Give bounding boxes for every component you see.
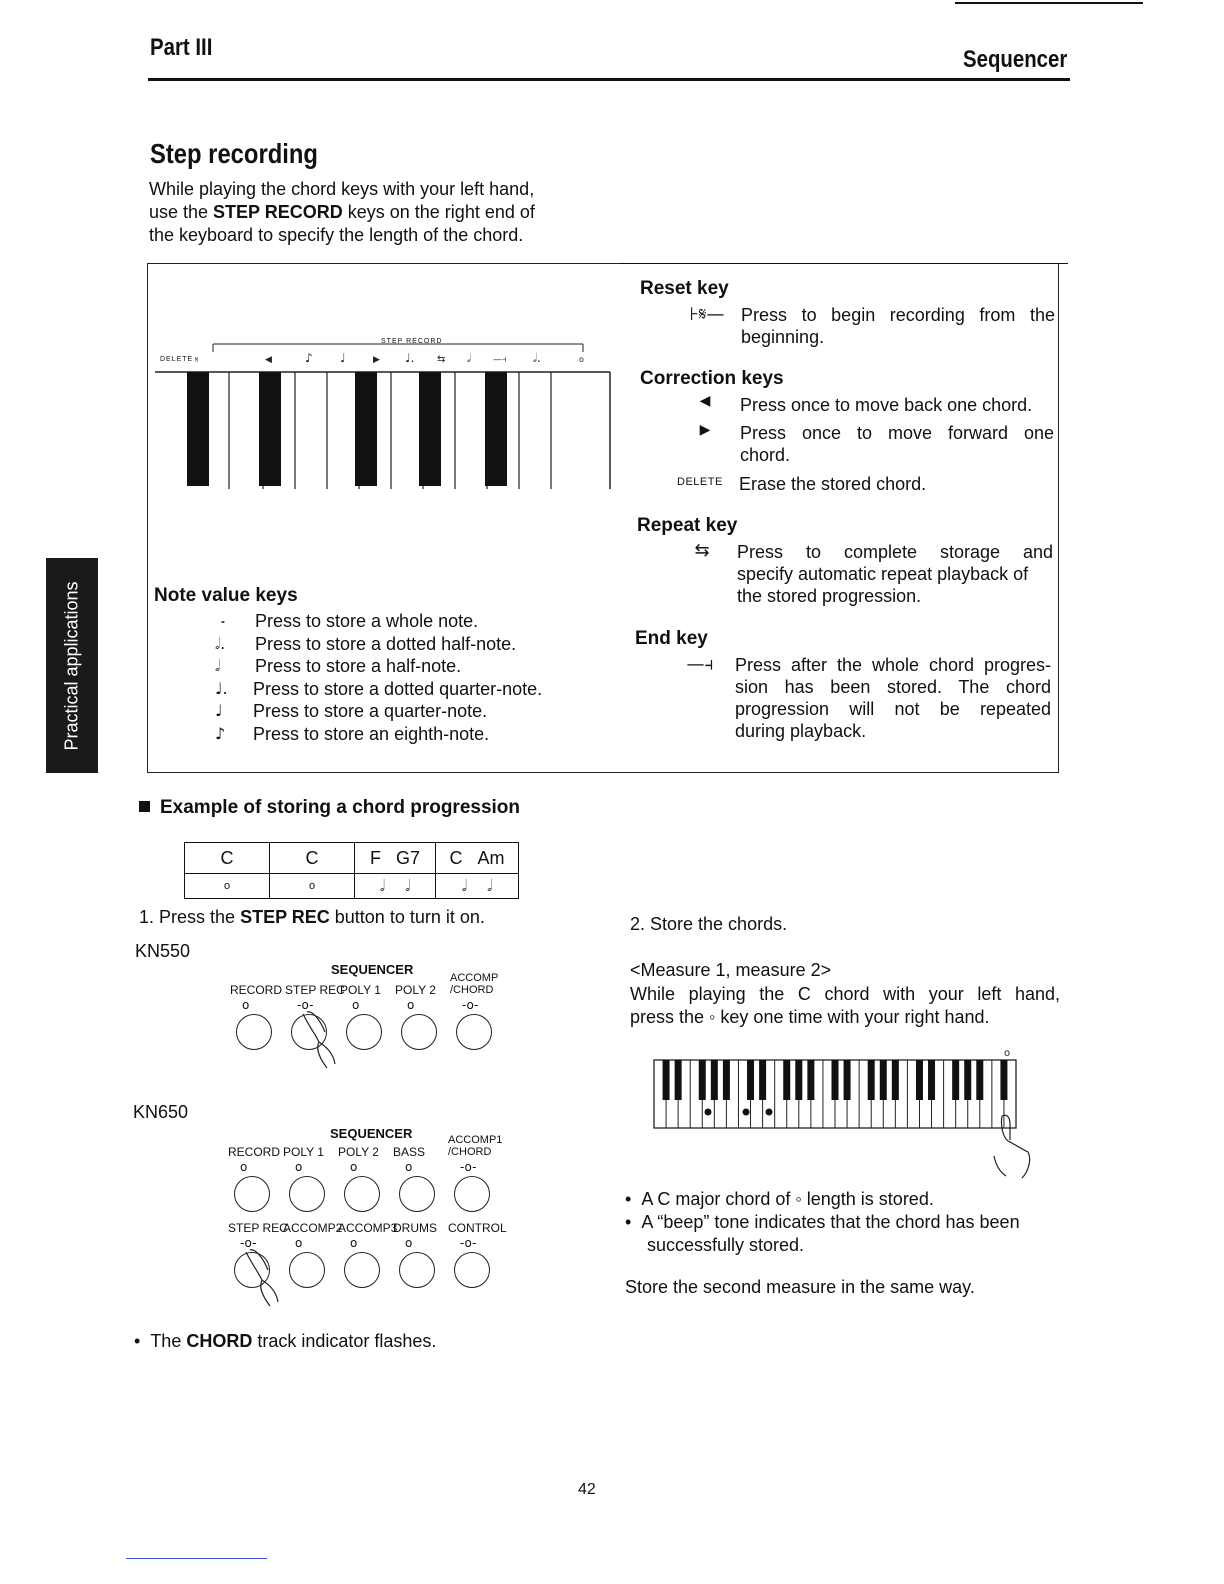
svg-text:𝅗𝅥.: 𝅗𝅥.: [533, 351, 541, 365]
note-value-keys-title: Note value keys: [154, 585, 298, 606]
kn650-sequencer-title: SEQUENCER: [330, 1126, 413, 1141]
panel-button[interactable]: [289, 1252, 325, 1288]
note-value-row: [205, 700, 625, 722]
measure-2-chord: C: [270, 843, 355, 874]
svg-text:▶: ▶: [373, 355, 380, 365]
measure-4-notes: 𝅗𝅥 𝅗𝅥: [436, 874, 519, 899]
step2-instructions: While playing the C chord with your left hand, press the ◦ key one time with your right hand.: [630, 984, 1060, 1027]
led-icon: -o-: [460, 1236, 477, 1250]
page-number: 42: [578, 1481, 596, 1498]
repeat-desc: Press to complete storage and specify automatic repeat playback of the stored progression.: [737, 542, 1053, 606]
kn550-label: KN550: [135, 941, 191, 961]
panel-button-label: DRUMS: [393, 1221, 437, 1235]
kn550-panel: [230, 972, 518, 1076]
panel-button[interactable]: [399, 1252, 435, 1288]
long-keyboard-illustration: [648, 1044, 1040, 1184]
panel-button-label: ACCOMP3: [338, 1221, 398, 1235]
panel-button-label: POLY 1: [283, 1145, 324, 1159]
delete-key-label: DELETE: [677, 476, 723, 488]
panel-button[interactable]: [454, 1176, 490, 1212]
note-value-row: [205, 655, 625, 677]
led-icon: o: [405, 1160, 413, 1174]
panel-button[interactable]: [344, 1252, 380, 1288]
forward-desc: Press once to move forward one chord.: [740, 423, 1054, 465]
measure-3-notes: 𝅗𝅥 𝅗𝅥: [355, 874, 436, 899]
panel-button[interactable]: [399, 1176, 435, 1212]
side-tab: [46, 558, 98, 773]
note-value-desc: Press to store a dotted quarter-note.: [253, 678, 543, 699]
note-value-row: [205, 678, 625, 700]
kn650-label: KN650: [133, 1102, 189, 1122]
chord-progression-table: [184, 842, 519, 899]
eighth-note-icon: ♪: [215, 724, 226, 743]
step1-text: 1. Press the STEP REC button to turn it on.: [139, 907, 485, 927]
svg-text:o: o: [579, 355, 584, 364]
note-value-desc: Press to store a dotted half-note.: [255, 633, 517, 654]
svg-text:♩.: ♩.: [405, 351, 415, 365]
repeat-key-title: Repeat key: [637, 515, 738, 536]
note-row: [185, 874, 519, 899]
header-rule: [148, 78, 1070, 81]
half-note-icon: 𝅗𝅥: [215, 656, 221, 676]
led-icon: o: [350, 1236, 358, 1250]
note-value-row: [205, 633, 625, 655]
panel-button-label: STEP REC: [228, 1221, 288, 1235]
end-key-title: End key: [635, 628, 708, 649]
svg-text:◀: ◀: [265, 355, 272, 365]
panel-button-label: BASS: [393, 1145, 426, 1159]
end-icon: —⫞: [686, 654, 714, 675]
reset-icon: ⊦𝄋—: [689, 304, 725, 325]
panel-button-label: RECORD: [230, 983, 283, 997]
panel-button-label: CONTROL: [448, 1221, 507, 1235]
panel-button[interactable]: [234, 1176, 270, 1212]
panel-button-label: ACCOMP1 /CHORD: [448, 1134, 503, 1158]
top-right-rule: [955, 2, 1143, 4]
step-record-label: STEP RECORD: [381, 338, 443, 345]
step2-measure: <Measure 1, measure 2>: [630, 960, 832, 980]
dotted-half-note-icon: 𝅗𝅥.: [215, 633, 226, 653]
note-value-desc: Press to store a half-note.: [255, 656, 462, 677]
reset-key-title: Reset key: [640, 278, 729, 299]
panel-button-label: POLY 2: [395, 983, 436, 997]
dotted-quarter-note-icon: ♩.: [215, 678, 228, 698]
led-icon: o: [295, 1236, 303, 1250]
panel-button[interactable]: [289, 1176, 325, 1212]
panel-button-label: POLY 2: [338, 1145, 379, 1159]
measure-1-note: o: [185, 874, 270, 899]
chord-row: [185, 843, 519, 874]
whole-note-icon: 𝅝: [221, 615, 225, 626]
panel-button-label: POLY 1: [340, 983, 381, 997]
kn550-sequencer-title: SEQUENCER: [331, 962, 414, 977]
panel-button[interactable]: [456, 1014, 492, 1050]
step2-bullets: • A C major chord of ◦ length is stored. • A “beep” tone indicates that the chord has been successfully stored.: [625, 1189, 1020, 1255]
led-icon: -o-: [460, 1160, 477, 1174]
led-icon: -o-: [462, 998, 479, 1012]
end-desc: Press after the whole chord progres- sion has been stored. The chord progression will not be repeated during playback.: [735, 655, 1051, 741]
quarter-note-icon: ♩: [215, 701, 223, 721]
svg-text:𝄋: 𝄋: [195, 355, 199, 364]
side-tab-label: Practical applications: [61, 581, 82, 751]
square-bullet-icon: [139, 801, 150, 812]
panel-button[interactable]: [454, 1252, 490, 1288]
svg-text:o: o: [1004, 1048, 1011, 1059]
panel-button-label: RECORD: [228, 1145, 281, 1159]
led-icon: o: [407, 998, 415, 1012]
note-value-row: [205, 610, 625, 632]
panel-button-label: ACCOMP2: [283, 1221, 343, 1235]
reset-desc: Press to begin recording from the beginning.: [741, 305, 1055, 347]
panel-button[interactable]: [346, 1014, 382, 1050]
panel-button-label: ACCOMP /CHORD: [450, 972, 499, 996]
correction-keys-title: Correction keys: [640, 368, 784, 389]
panel-button[interactable]: [236, 1014, 272, 1050]
svg-text:♪: ♪: [305, 351, 313, 365]
svg-text:♩: ♩: [340, 351, 346, 365]
note-value-desc: Press to store a whole note.: [255, 611, 479, 631]
step2-closing: Store the second measure in the same way.: [625, 1277, 975, 1297]
measure-3-chords: F G7: [355, 843, 436, 874]
note-value-row: [205, 723, 625, 745]
forward-icon: ▶: [699, 422, 711, 438]
panel-button[interactable]: [344, 1176, 380, 1212]
section-title: Step recording: [150, 138, 318, 169]
intro-text: While playing the chord keys with your left hand, use the STEP RECORD keys on the right end of the keyboard to specify the length of the chord.: [149, 179, 535, 245]
svg-text:⇆: ⇆: [437, 354, 446, 365]
svg-text:𝅗𝅥: 𝅗𝅥: [467, 351, 471, 365]
kn650-panel-row2: [228, 1214, 516, 1314]
note-value-desc: Press to store a quarter-note.: [253, 701, 488, 722]
led-icon: o: [240, 1160, 248, 1174]
panel-button[interactable]: [401, 1014, 437, 1050]
step2-title: 2. Store the chords.: [630, 914, 788, 934]
led-lit-icon: -o-: [240, 1236, 257, 1250]
back-icon: ◀: [699, 393, 711, 409]
keyboard-illustration: [155, 332, 615, 492]
measure-4-chords: C Am: [436, 843, 519, 874]
kn650-panel-row1: [228, 1134, 516, 1208]
header-part: Part III: [150, 34, 213, 61]
panel-button-label: STEP REC: [285, 983, 345, 997]
repeat-icon: ⇆: [694, 540, 710, 561]
delete-label: DELETE: [160, 356, 194, 363]
footer-rule: [126, 1558, 267, 1559]
chord-flash-text: • The CHORD track indicator flashes.: [134, 1331, 437, 1351]
note-value-desc: Press to store an eighth-note.: [253, 724, 490, 744]
example-heading: Example of storing a chord progression: [139, 797, 520, 819]
delete-desc: Erase the stored chord.: [739, 474, 927, 494]
keys-box-top-right: [620, 263, 1068, 264]
measure-1-chord: C: [185, 843, 270, 874]
svg-text:—⫞: —⫞: [493, 355, 507, 365]
led-lit-icon: -o-: [297, 998, 314, 1012]
led-icon: o: [352, 998, 360, 1012]
led-icon: o: [350, 1160, 358, 1174]
led-icon: o: [295, 1160, 303, 1174]
led-icon: o: [242, 998, 250, 1012]
led-icon: o: [405, 1236, 413, 1250]
measure-2-note: o: [270, 874, 355, 899]
back-desc: Press once to move back one chord.: [740, 395, 1033, 415]
header-section: Sequencer: [963, 46, 1068, 73]
